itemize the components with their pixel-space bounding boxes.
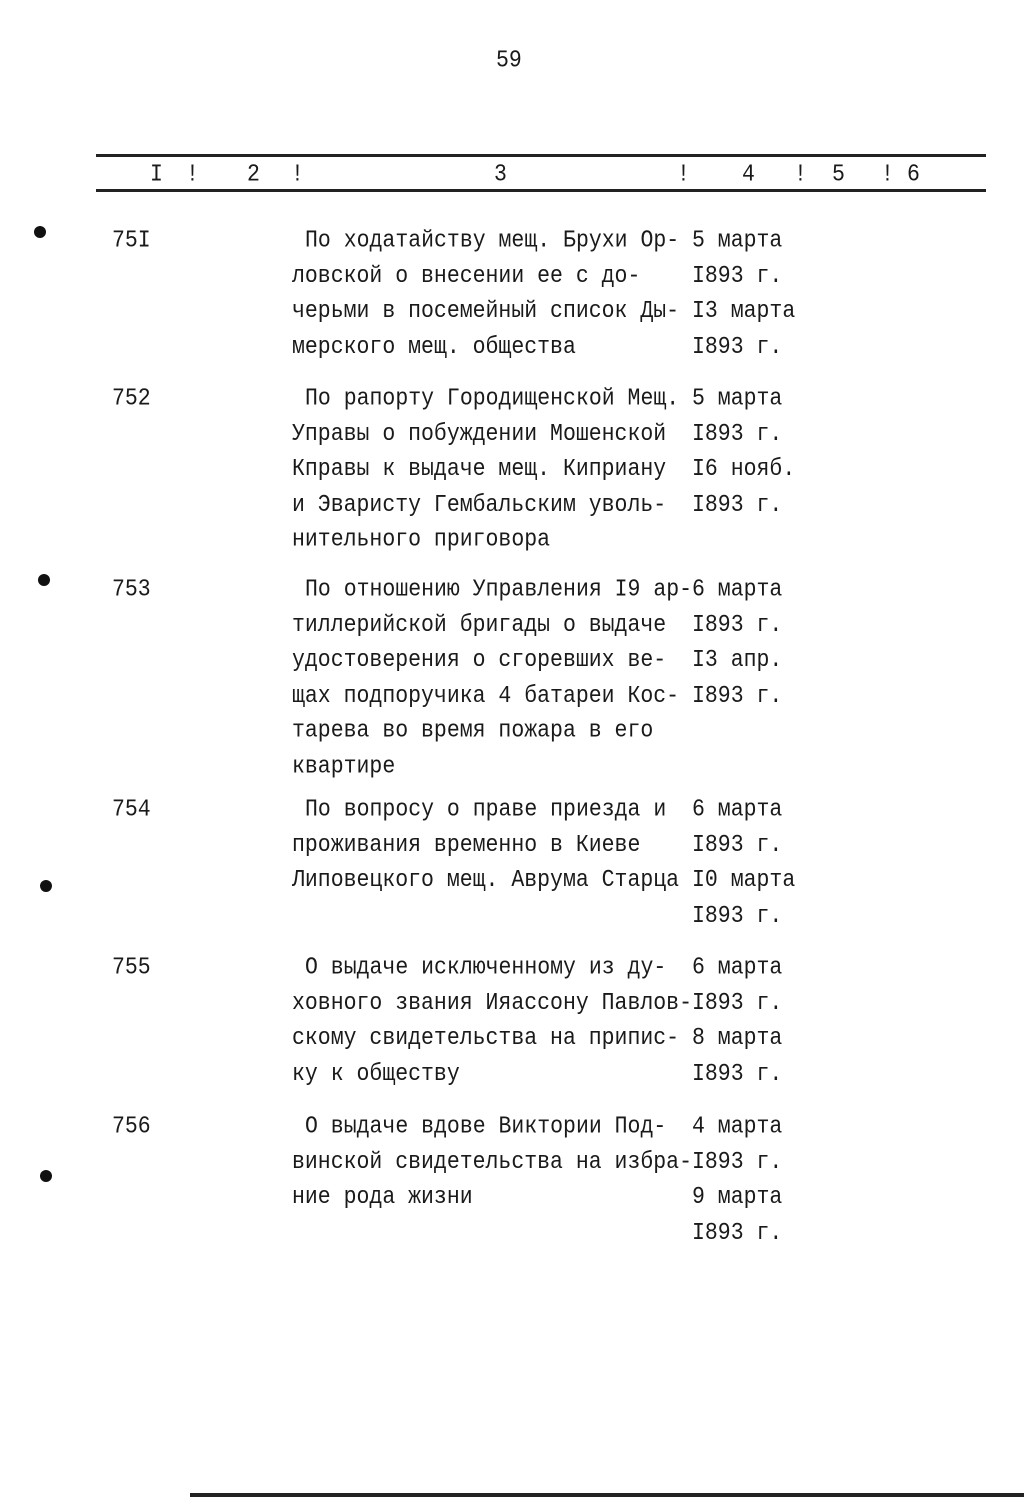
description-line: щах подпоручика 4 батареи Кос- <box>292 682 680 710</box>
entry-number: 754 <box>112 796 151 824</box>
header-separator: ! <box>186 161 199 189</box>
date-line: 4 марта <box>692 1113 783 1141</box>
description-line: ку к обществу <box>292 1060 460 1088</box>
description-line: По рапорту Городищенской Мещ. <box>305 385 680 413</box>
punch-hole-mark <box>34 226 46 238</box>
header-col-2: 2 <box>247 161 260 189</box>
header-col-6: 6 <box>907 161 920 189</box>
header-separator: ! <box>677 161 690 189</box>
header-col-1: I <box>150 161 163 189</box>
punch-hole-mark <box>38 574 50 586</box>
bottom-rule <box>190 1493 1024 1497</box>
description-line: проживания временно в Киеве <box>292 831 641 859</box>
date-line: I0 марта <box>692 866 796 894</box>
description-line: нительного приговора <box>292 526 551 554</box>
date-line: 8 марта <box>692 1024 783 1052</box>
header-separator: ! <box>881 161 894 189</box>
header-top-rule <box>96 154 986 157</box>
date-line: 9 марта <box>692 1183 783 1211</box>
description-line: О выдаче исключенному из ду- <box>305 954 667 982</box>
entry-dates <box>692 224 795 365</box>
entry-dates <box>692 573 782 714</box>
description-line: винской свидетельства на избра- <box>292 1148 692 1176</box>
entry-dates <box>692 951 782 1092</box>
description-line: скому свидетельства на припис- <box>292 1024 680 1052</box>
page-number: 59 <box>496 47 522 75</box>
description-line: По ходатайству мещ. Брухи Ор- <box>305 227 680 255</box>
description-line: тиллерийской бригады о выдаче <box>292 611 667 639</box>
entry-number: 753 <box>112 576 151 604</box>
date-line: I893 г. <box>692 989 783 1017</box>
description-line: Управы о побуждении Мошенской <box>292 420 667 448</box>
entry-number: 75I <box>112 227 151 255</box>
date-line: I893 г. <box>692 333 783 361</box>
date-line: I6 нояб. <box>692 455 796 483</box>
description-line: ховного звания Ияассону Павлов- <box>292 989 692 1017</box>
date-line: I893 г. <box>692 420 783 448</box>
date-line: I893 г. <box>692 1219 783 1247</box>
entry-description <box>292 573 692 785</box>
description-line: ловской о внесении ее с до- <box>292 262 641 290</box>
description-line: По отношению Управления I9 ар- <box>305 576 693 604</box>
header-separator: ! <box>291 161 304 189</box>
date-line: I893 г. <box>692 262 783 290</box>
date-line: I893 г. <box>692 831 783 859</box>
description-line: тарева во время пожара в его <box>292 717 654 745</box>
date-line: 5 марта <box>692 385 783 413</box>
entry-dates <box>692 793 795 934</box>
entry-dates <box>692 382 795 523</box>
description-line: По вопросу о праве приезда и <box>305 796 667 824</box>
description-line: Кправы к выдаче мещ. Киприану <box>292 455 667 483</box>
entry-description <box>292 793 679 899</box>
date-line: I893 г. <box>692 491 783 519</box>
description-line: черьми в посемейный список Ды- <box>292 297 680 325</box>
date-line: I893 г. <box>692 682 783 710</box>
date-line: I3 апр. <box>692 646 783 674</box>
date-line: I893 г. <box>692 902 783 930</box>
header-col-4: 4 <box>742 161 755 189</box>
date-line: I893 г. <box>692 611 783 639</box>
date-line: 6 марта <box>692 576 783 604</box>
header-bottom-rule <box>96 189 986 192</box>
punch-hole-mark <box>40 1170 52 1182</box>
entry-description <box>292 951 692 1092</box>
description-line: ние рода жизни <box>292 1183 473 1211</box>
date-line: I893 г. <box>692 1060 783 1088</box>
description-line: мерского мещ. общества <box>292 333 576 361</box>
header-separator: ! <box>794 161 807 189</box>
entry-description <box>292 224 679 365</box>
entry-number: 755 <box>112 954 151 982</box>
date-line: 6 марта <box>692 954 783 982</box>
description-line: Липовецкого мещ. Аврума Старца <box>292 866 680 894</box>
entry-description <box>292 1110 692 1216</box>
header-col-5: 5 <box>832 161 845 189</box>
description-line: и Эваристу Гембальским уволь- <box>292 491 667 519</box>
date-line: 6 марта <box>692 796 783 824</box>
description-line: удостоверения о сгоревших ве- <box>292 646 667 674</box>
date-line: 5 марта <box>692 227 783 255</box>
entry-description <box>292 382 679 558</box>
header-col-3: 3 <box>494 161 507 189</box>
description-line: О выдаче вдове Виктории Под- <box>305 1113 667 1141</box>
punch-hole-mark <box>40 880 52 892</box>
date-line: I3 марта <box>692 297 796 325</box>
entry-number: 752 <box>112 385 151 413</box>
date-line: I893 г. <box>692 1148 783 1176</box>
entry-number: 756 <box>112 1113 151 1141</box>
entry-dates <box>692 1110 782 1251</box>
description-line: квартире <box>292 752 396 780</box>
